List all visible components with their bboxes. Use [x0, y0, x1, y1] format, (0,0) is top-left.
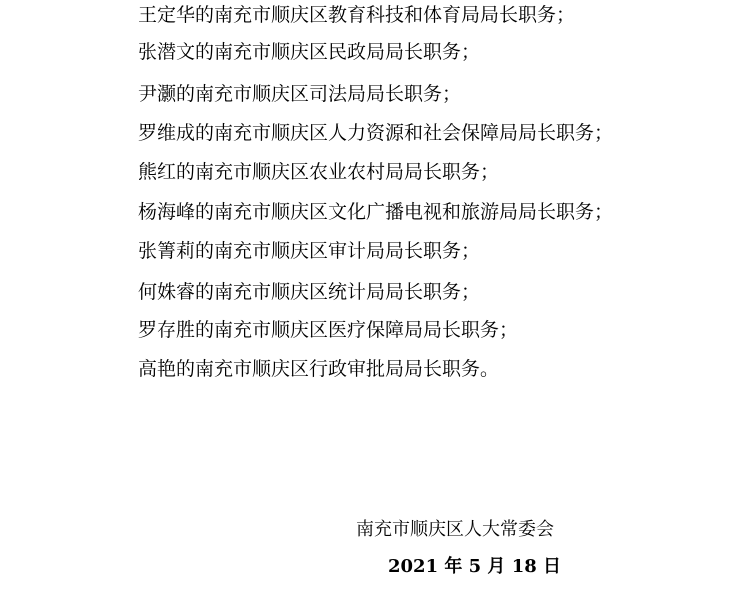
list-item: 杨海峰的南充市顺庆区文化广播电视和旅游局局长职务；: [138, 201, 614, 223]
list-item: 张箐莉的南充市顺庆区审计局局长职务；: [138, 240, 481, 262]
list-item: 何姝睿的南充市顺庆区统计局局长职务；: [138, 281, 481, 303]
list-item: 罗维成的南充市顺庆区人力资源和社会保障局局长职务；: [138, 122, 614, 144]
list-item: 熊红的南充市顺庆区农业农村局局长职务；: [138, 161, 500, 183]
list-item: 张潜文的南充市顺庆区民政局局长职务；: [138, 41, 481, 63]
list-item: 尹灏的南充市顺庆区司法局局长职务；: [138, 83, 462, 105]
list-item: 罗存胜的南充市顺庆区医疗保障局局长职务；: [138, 319, 519, 341]
issue-date: 2021 年 5 月 18 日: [388, 556, 562, 577]
list-item: 王定华的南充市顺庆区教育科技和体育局局长职务；: [138, 4, 576, 26]
issuer-signature: 南充市顺庆区人大常委会: [356, 519, 554, 540]
list-item: 高艳的南充市顺庆区行政审批局局长职务。: [138, 358, 500, 380]
